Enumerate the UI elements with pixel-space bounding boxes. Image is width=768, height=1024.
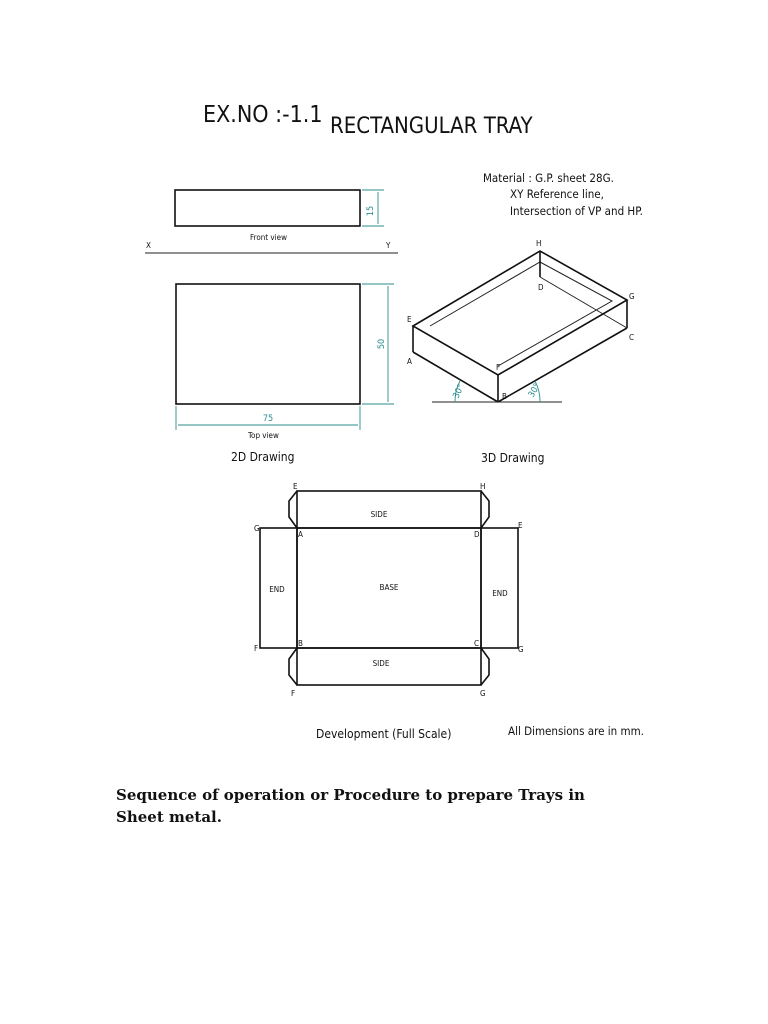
corner-label-a: A — [407, 357, 412, 366]
top-view-length-dimension: 75 — [262, 414, 274, 424]
top-view-caption: Top view — [248, 431, 279, 440]
corner-label-b: B — [502, 392, 507, 401]
lap-tab-bottom-right — [481, 648, 489, 685]
exercise-title: RECTANGULAR TRAY — [330, 114, 533, 139]
front-view-rectangle — [175, 190, 360, 226]
isometric-3d-drawing — [407, 239, 635, 402]
dev-label-base-bl: B — [298, 639, 303, 648]
development-pattern — [254, 482, 524, 698]
corner-label-c: C — [629, 333, 635, 342]
tray-top-rim — [413, 251, 627, 375]
front-view-caption: Front view — [250, 233, 287, 242]
dev-label-right-top: E — [518, 521, 523, 530]
tray-inner-rim — [430, 262, 612, 366]
side-top-label: SIDE — [370, 510, 388, 519]
lap-tab-top-right — [481, 491, 489, 528]
reference-label-x: X — [146, 241, 151, 250]
corner-label-f: F — [496, 363, 501, 372]
drawing-3d-caption: 3D Drawing — [481, 451, 545, 465]
dev-label-top-right: H — [480, 482, 486, 491]
drawing-2d-caption: 2D Drawing — [231, 450, 295, 464]
material-note-line-3: Intersection of VP and HP. — [510, 204, 643, 218]
corner-label-d: D — [538, 283, 544, 292]
front-view — [175, 190, 384, 242]
material-note-line-2: XY Reference line, — [510, 187, 604, 201]
top-view — [176, 284, 394, 440]
top-view-rectangle — [176, 284, 360, 404]
angle-left-label: 30° — [451, 383, 467, 401]
exercise-number: EX.NO :-1.1 — [203, 102, 323, 128]
procedure-heading: Sequence of operation or Procedure to prepare Trays in Sheet metal. — [116, 786, 585, 826]
dev-label-base-tl: A — [298, 530, 303, 539]
corner-label-h: H — [536, 239, 542, 248]
dev-label-bottom-right: G — [480, 689, 486, 698]
development-side-top — [297, 491, 481, 528]
material-note-line-1: Material : G.P. sheet 28G. — [483, 171, 614, 185]
end-left-label: END — [269, 585, 285, 594]
lap-tab-top-left — [289, 491, 297, 528]
dev-label-left-bottom: F — [254, 644, 259, 653]
end-right-label: END — [492, 589, 508, 598]
dev-label-left-top: G — [254, 524, 260, 533]
dev-label-top-left: E — [293, 482, 298, 491]
dev-label-base-br: C — [474, 639, 480, 648]
side-bottom-label: SIDE — [372, 659, 390, 668]
development-end-right — [481, 528, 518, 648]
base-label: BASE — [379, 583, 399, 592]
development-caption: Development (Full Scale) — [316, 727, 452, 741]
lap-tab-bottom-left — [289, 648, 297, 685]
corner-label-g: G — [629, 292, 635, 301]
dev-label-base-tr: D — [474, 530, 480, 539]
dev-label-right-bottom: G — [518, 645, 524, 654]
top-view-width-dimension: 50 — [377, 338, 387, 350]
front-view-height-dimension: 15 — [366, 205, 376, 217]
corner-label-e: E — [407, 315, 412, 324]
dev-label-bottom-left: F — [291, 689, 296, 698]
reference-label-y: Y — [386, 241, 391, 250]
dimensions-note: All Dimensions are in mm. — [508, 724, 644, 738]
angle-right-label: 30° — [526, 382, 543, 400]
